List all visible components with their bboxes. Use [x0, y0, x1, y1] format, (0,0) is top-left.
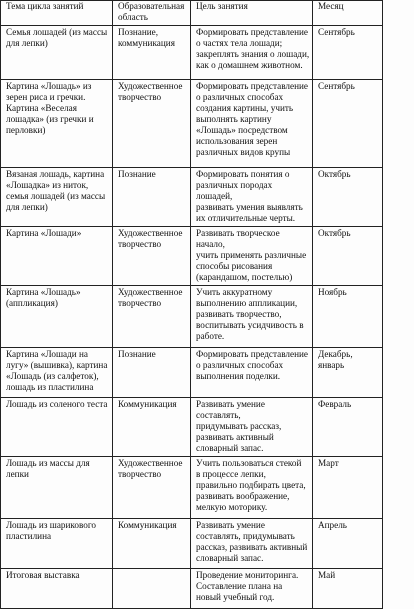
cell-topic: Картина «Лошади»: [1, 227, 113, 286]
cell-area: Коммуникация: [113, 398, 191, 457]
cell-month: Октябрь: [313, 168, 383, 227]
table-row: [1, 26, 383, 80]
cell-month: Сентябрь: [313, 26, 383, 80]
cell-month: Октябрь: [313, 227, 383, 286]
table-header-row: [1, 1, 383, 26]
cell-topic: Лошадь из шарикового пластилина: [1, 519, 113, 569]
cell-goal: Формировать представление о различных способах выполнения поделки.: [191, 348, 313, 398]
cell-goal: Формировать представление о различных способах создания картины, учить выполнять картину «Лошадь» посредством использования зерен различных видов крупы: [191, 80, 313, 168]
cell-topic: Картина «Лошадь» (аппликация): [1, 286, 113, 348]
header-area: Образовательная область: [113, 1, 191, 26]
table-row: [1, 227, 383, 286]
cell-month: Февраль: [313, 398, 383, 457]
cell-goal: Учить пользоваться стекой в процессе лепки, правильно подбирать цвета, развивать воображение, мелкую моторику.: [191, 457, 313, 519]
cell-month: Декабрь, январь: [313, 348, 383, 398]
cell-goal: Формировать представление о частях тела лошади; закреплять знания о лошади, как о домашнем животном.: [191, 26, 313, 80]
table-row: [1, 286, 383, 348]
table-row: [1, 168, 383, 227]
cell-area: Познание, коммуникация: [113, 26, 191, 80]
table-row: [1, 569, 383, 609]
header-goal: Цель занятия: [191, 1, 313, 26]
cell-area: Художественное творчество: [113, 457, 191, 519]
header-month: Месяц: [313, 1, 383, 26]
cell-topic: Семья лошадей (из массы для лепки): [1, 26, 113, 80]
cell-area: Художественное творчество: [113, 286, 191, 348]
cell-topic: Итоговая выставка: [1, 569, 113, 609]
cell-month: Март: [313, 457, 383, 519]
header-topic: Тема цикла занятий: [1, 1, 113, 26]
table-row: [1, 348, 383, 398]
table-row: [1, 80, 383, 168]
cell-area: Коммуникация: [113, 519, 191, 569]
table-row: [1, 457, 383, 519]
cell-topic: Лошадь из соленого теста: [1, 398, 113, 457]
cell-goal: Формировать понятия о различных породах лошадей, развивать умения выявлять их отличительные черты.: [191, 168, 313, 227]
cell-area: Познание: [113, 168, 191, 227]
cell-area: Художественное творчество: [113, 80, 191, 168]
cell-topic: Вязаная лошадь, картина «Лошадка» из ниток, семья лошадей (из массы для лепки): [1, 168, 113, 227]
cell-month: Апрель: [313, 519, 383, 569]
cell-topic: Картина «Лошадь» из зерен риса и гречки. Картина «Веселая лошадка» (из гречки и перловки): [1, 80, 113, 168]
cell-month: Май: [313, 569, 383, 609]
cell-goal: Развивать умение составлять, придумывать рассказ, развивать активный словарный запас.: [191, 398, 313, 457]
table-row: [1, 519, 383, 569]
cell-area: [113, 569, 191, 609]
cell-goal: Развивать творческое начало, учить применять различные способы рисования (карандашом, постелью): [191, 227, 313, 286]
cell-topic: Картина «Лошади на лугу» (вышивка), картина «Лошадь (из салфеток), лошадь из пластилина: [1, 348, 113, 398]
cell-month: Сентябрь: [313, 80, 383, 168]
cell-goal: Развивать умение составлять, придумывать рассказ, развивать активный словарный запас.: [191, 519, 313, 569]
cell-area: Познание: [113, 348, 191, 398]
cell-goal: Учить аккуратному выполнению аппликации, развивать творчество, воспитывать усидчивость в работе.: [191, 286, 313, 348]
cell-month: Ноябрь: [313, 286, 383, 348]
cell-area: Художественное творчество: [113, 227, 191, 286]
cell-topic: Лошадь из массы для лепки: [1, 457, 113, 519]
table-row: [1, 398, 383, 457]
cell-goal: Проведение мониторинга. Составление плана на новый учебный год.: [191, 569, 313, 609]
